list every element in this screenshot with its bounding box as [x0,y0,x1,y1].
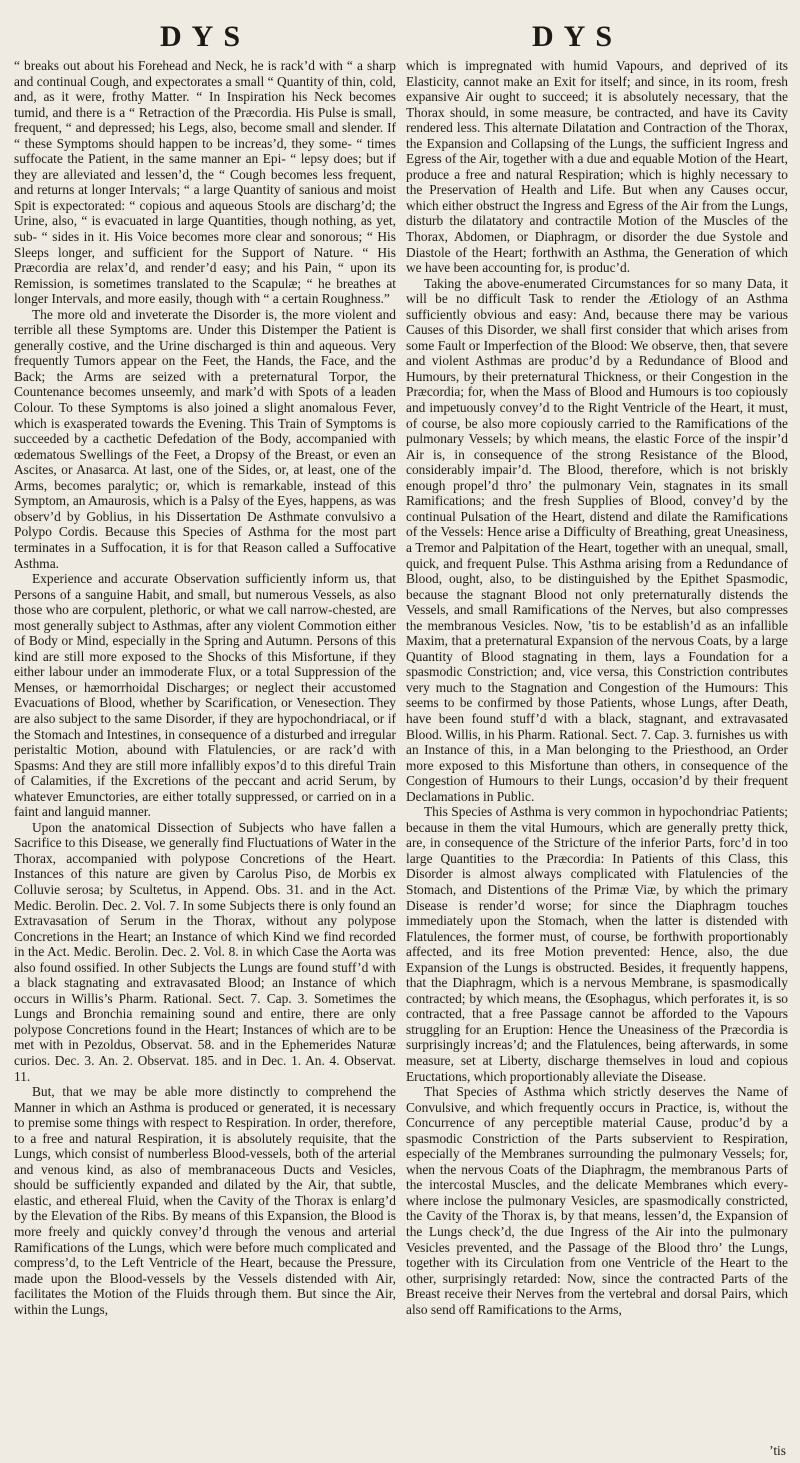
right-column [406,58,788,1317]
running-head-left: DYS [160,20,251,53]
paragraph: The more old and inveterate the Disorder is, the more violent and terrible all these Symptoms are. Under this Distemper the Patient is generally costive, and the Urine discharged is thin and aqueous. Very frequently Tumors appear on the Feet, the Hands, the Face, and the Back; the Arms are seized with a preternatural Torpor, the Countenance becomes unseemly, and mark’d with Spots of a leaden Colour. To these Symptoms is also joined a slight anomalous Fever, which is exasperated towards the Evening. This Train of Symptoms is succeeded by a cacthetic Defedation of the Body, accompanied with œdematous Swellings of the Feet, a Dropsy of the Breast, or even an Ascites, or Anasarca. At last, one of the Sides, or, at least, one of the Arms, becomes paralytic; or, which is remarkable, instead of this Symptom, an Amaurosis, which is a Palsy of the Eyes, happens, as was observ’d by Goblius, in his Dissertation De Asthmate convulsivo a Polypo Cordis. Because this Species of Asthma for the most part terminates in a Suffocation, it is for that Reason called a Suffocative Asthma. [14,306,396,571]
running-head-right: DYS [532,20,623,53]
paragraph: That Species of Asthma which strictly deserves the Name of Convulsive, and which frequently occurs in Practice, is, without the Concurrence of any perceptible material Cause, produc’d by a spasmodic Constriction of the Parts subservient to Respiration, especially of the Membranes surrounding the pulmonary Vessels; for, when the nervous Coats of the Diaphragm, the membranous Parts of the intercostal Muscles, and the delicate Membranes which every-where inclose the pulmonary Vesicles, are spasmodically constricted, the Cavity of the Thorax is, by that means, lessen’d, the Expansion of the Lungs check’d, the due Ingress of the Air into the pulmonary Vesicles prevented, and the Passage of the Blood thro’ the Lungs, together with its Circulation from one Ventricle of the Heart to the other, surprisingly retarded: Now, since the contracted Parts of the Breast receive their Nerves from the vertebral and dorsal Pairs, which also send off Ramifications to the Arms, [406,1084,788,1317]
paragraph: “ breaks out about his Forehead and Neck, he is rack’d with “ a sharp and continual Cough, and expectorates a small “ Quantity of thin, cold, and, as it were, frothy Matter. “ In Inspiration his Neck becomes tumid, and there is a “ Retraction of the Præcordia. His Pulse is small, frequent, “ and depressed; his Legs, also, become small and slender. If “ these Symptoms should happen to be increas’d, they some- “ times suffocate the Patient, in the same manner an Epi- “ lepsy does; but if they are alleviated and lessen’d, the “ Cough becomes less frequent, and returns at longer Intervals; “ a large Quantity of sanious and moist Spit is expectorated: “ copious and aqueous Stools are discharg’d; the Urine, also, “ is evacuated in large Quantities, though nothing, as yet, sub- “ sides in it. His Voice becomes more clear and sonorous; “ His Sleeps longer, and sufficient for the Support of Nature. “ His Præcordia are relax’d, and render’d easy; and his Pain, “ upon its Remission, is sometimes translated to the Scapulæ; “ he breathes at longer Intervals, and more easily, though with “ a certain Roughness.” [14,58,396,307]
paragraph: which is impregnated with humid Vapours, and deprived of its Elasticity, cannot make an Exit for itself; and since, in its room, fresh expansive Air ought to succeed; it is absolutely necessary, that the Thorax should, in some measure, be contracted, and have its Cavity rendered less. This alternate Dilatation and Contraction of the Thorax, the Expansion and Collapsing of the Lungs, the sufficient Ingress and Egress of the Air, together with a due and equable Motion of the Heart, produce a free and natural Respiration; which is highly necessary to the Preservation of Health and Life. But when any Causes occur, which either obstruct the Ingress and Egress of the Air from the Lungs, disturb the dilatatory and contractile Motion of the Muscles of the Thorax, Abdomen, or Diaphragm, or disorder the due Systole and Diastole of the Heart; forthwith an Asthma, the Generation of which we have been accounting for, is produc’d. [406,58,788,276]
paragraph: Upon the anatomical Dissection of Subjects who have fallen a Sacrifice to this Disease, we generally find Fluctuations of Water in the Thorax, accompanied with polypose Concretions of the Heart. Instances of this nature are given by Carolus Piso, de Morbis ex Colluvie serosa; by Scultetus, in Append. Obs. 31. and in the Act. Medic. Berolin. Dec. 2. Vol. 7. In some Subjects there is only found an Extravasation of Serum in the Thorax, without any polypose Concretions in the Heart; an Instance of which Kind we find recorded in the Act. Medic. Berolin. Dec. 2. Vol. 8. in which Case the Aorta was also found ossified. In other Subjects the Lungs are found stuff’d with a black stagnating and extravasated Blood; an Instance of which occurs in Willis’s Pharm. Rational. Sect. 7. Cap. 3. Sometimes the Lungs and Bronchia remaining sound and entire, there are only polypose Concretions found in the Heart; Instances of which are to be met with in Pezoldus, Observat. 58. and in the Ephemerides Naturæ curios. Dec. 3. An. 2. Observat. 185. and in Dec. 1. An. 4. Observat. 11. [14,819,396,1084]
paragraph: Taking the above-enumerated Circumstances for so many Data, it will be no difficult Task to render the Ætiology of an Asthma sufficiently obvious and easy: And, because there may be various Causes of this Disorder, we shall first consider that which arises from some Fault or Imperfection of the Blood: We observe, then, that severe and violent Asthmas are produc’d by a Redundance of Blood and Humours, by their preternatural Thickness, or their Congestion in the Præcordia; for, when the Mass of Blood and Humours is too copiously and impetuously convey’d to the Right Ventricle of the Heart, it must, of course, be also more copiously carried to the Ramifications of the pulmonary Vessels; by which means, the elastic Force of the inspir’d Air is, in consequence of the strong Resistance of the Blood, considerably impair’d. The Blood, therefore, which is not briskly enough propel’d thro’ the pulmonary Vein, stagnates in its small Ramifications; and the fresh Supplies of Blood, convey’d by the continual Pulsation of the Heart, distend and dilate the Ramifications of the Vessels: Hence arise a Difficulty of Breathing, great Uneasiness, a Tremor and Palpitation of the Heart, together with an unequal, small, quick, and frequent Pulse. This Asthma arising from a Redundance of Blood, ought, also, to be distinguished by the Epithet Spasmodic, because the stagnant Blood not only preternaturally distends the Vessels, and small Ramifications of the Nerves, but also compresses the membranous Vesicles. Now, ’tis to be establish’d as an infallible Maxim, that a preternatural Expansion of the nervous Coats, by a large Quantity of Blood stagnating in them, lays a Foundation for a spasmodic Constriction; and, vice versa, this Constriction contributes very much to the Stagnation and Congestion of the Humours: This seems to be confirmed by those Patients, whose Lungs, after Death, have been found stuff’d with a black, stagnant, and extravasated Blood. Willis, in his Pharm. Rational. Sect. 7. Cap. 3. furnishes us with an Instance of this, in a Man belonging to the Priesthood, an Order more exposed to this Misfortune than others, in consequence of the Congestion of Humours to their Lungs, occasion’d by their frequent Declamations in Public. [406,275,788,804]
left-column [14,58,396,1317]
paragraph: This Species of Asthma is very common in hypochondriac Patients; because in them the vital Humours, which are generally pretty thick, are, in consequence of the Stricture of the inferior Parts, forc’d in too large Quantities to the Præcordia: In Patients of this Class, this Disorder is almost always complicated with Flatulencies of the Stomach, and Distentions of the Primæ Viæ, by which the primary Disease is render’d worse; for since the Diaphragm touches immediately upon the Stomach, when the latter is distended with Flatulences, the former must, of course, be forthwith proportionably affected, and its free Motion prevented: Hence, also, the due Expansion of the Lungs is obstructed. Besides, it frequently happens, that the Diaphragm, which is a nervous Membrane, is spasmodically contracted; by which means, the Œsophagus, which perforates it, is so contracted, that a free Passage cannot be afforded to the Vapours struggling for an Eruption: Hence the Uneasiness of the Præcordia is surprisingly increas’d; and the Flatulences, being afterwards, in some measure, set at Liberty, discharge themselves in loud and copious Eructations, which proportionably alleviate the Disease. [406,804,788,1084]
paragraph: Experience and accurate Observation sufficiently inform us, that Persons of a sanguine Habit, and small, but numerous Vessels, as also those who are corpulent, plethoric, or what we call narrow-chested, are most generally subject to Asthmas, after any violent Commotion either of Body or Mind, especially in the Spring and Autumn. Persons of this kind are still more exposed to the Shocks of this Misfortune, if they either labour under an immoderate Flux, or a total Suppression of the Menses, or hæmorrhoidal Discharges; or neglect their accustomed Evacuations of Blood, whether by Scarification, or Venesection. They are also subject to the same Disorder, if they are hypochondriacal, or if the Stomach and Intestines, in consequence of a disturbed and irregular peristaltic Motion, abound with Flatulencies, or are rack’d with Spasms: And they are still more infallibly expos’d to this direful Train of Calamities, if the Excretions of the peccant and acrid Serum, by whatever Emunctories, are either totally suppressed, or carried on in a faint and languid manner. [14,571,396,820]
paragraph: But, that we may be able more distinctly to comprehend the Manner in which an Asthma is produced or generated, it is necessary to premise some things with respect to Respiration. In order, therefore, to a free and natural Respiration, it is absolutely requisite, that the Lungs, which consist of numberless Blood-vessels, both of the arterial and venous kind, as also of membranaceous Ducts and Vesicles, should be sufficiently expanded and dilated by the Air, that subtle, elastic, and ethereal Fluid, when the Cavity of the Thorax is enlarg’d by the Elevation of the Ribs. By means of this Expansion, the Blood is more freely and quickly convey’d through the venous and arterial Ramifications of the Lungs, which were before much complicated and compress’d, to the Left Ventricle of the Heart, because the Pressure, made upon the Blood-vessels by the Vessels distended with Air, facilitates the Motion of the Fluids through them. But since the Air, within the Lungs, [14,1084,396,1317]
running-heads [14,14,788,58]
catchword: ’tis [769,1443,786,1458]
text-columns [14,58,788,1317]
